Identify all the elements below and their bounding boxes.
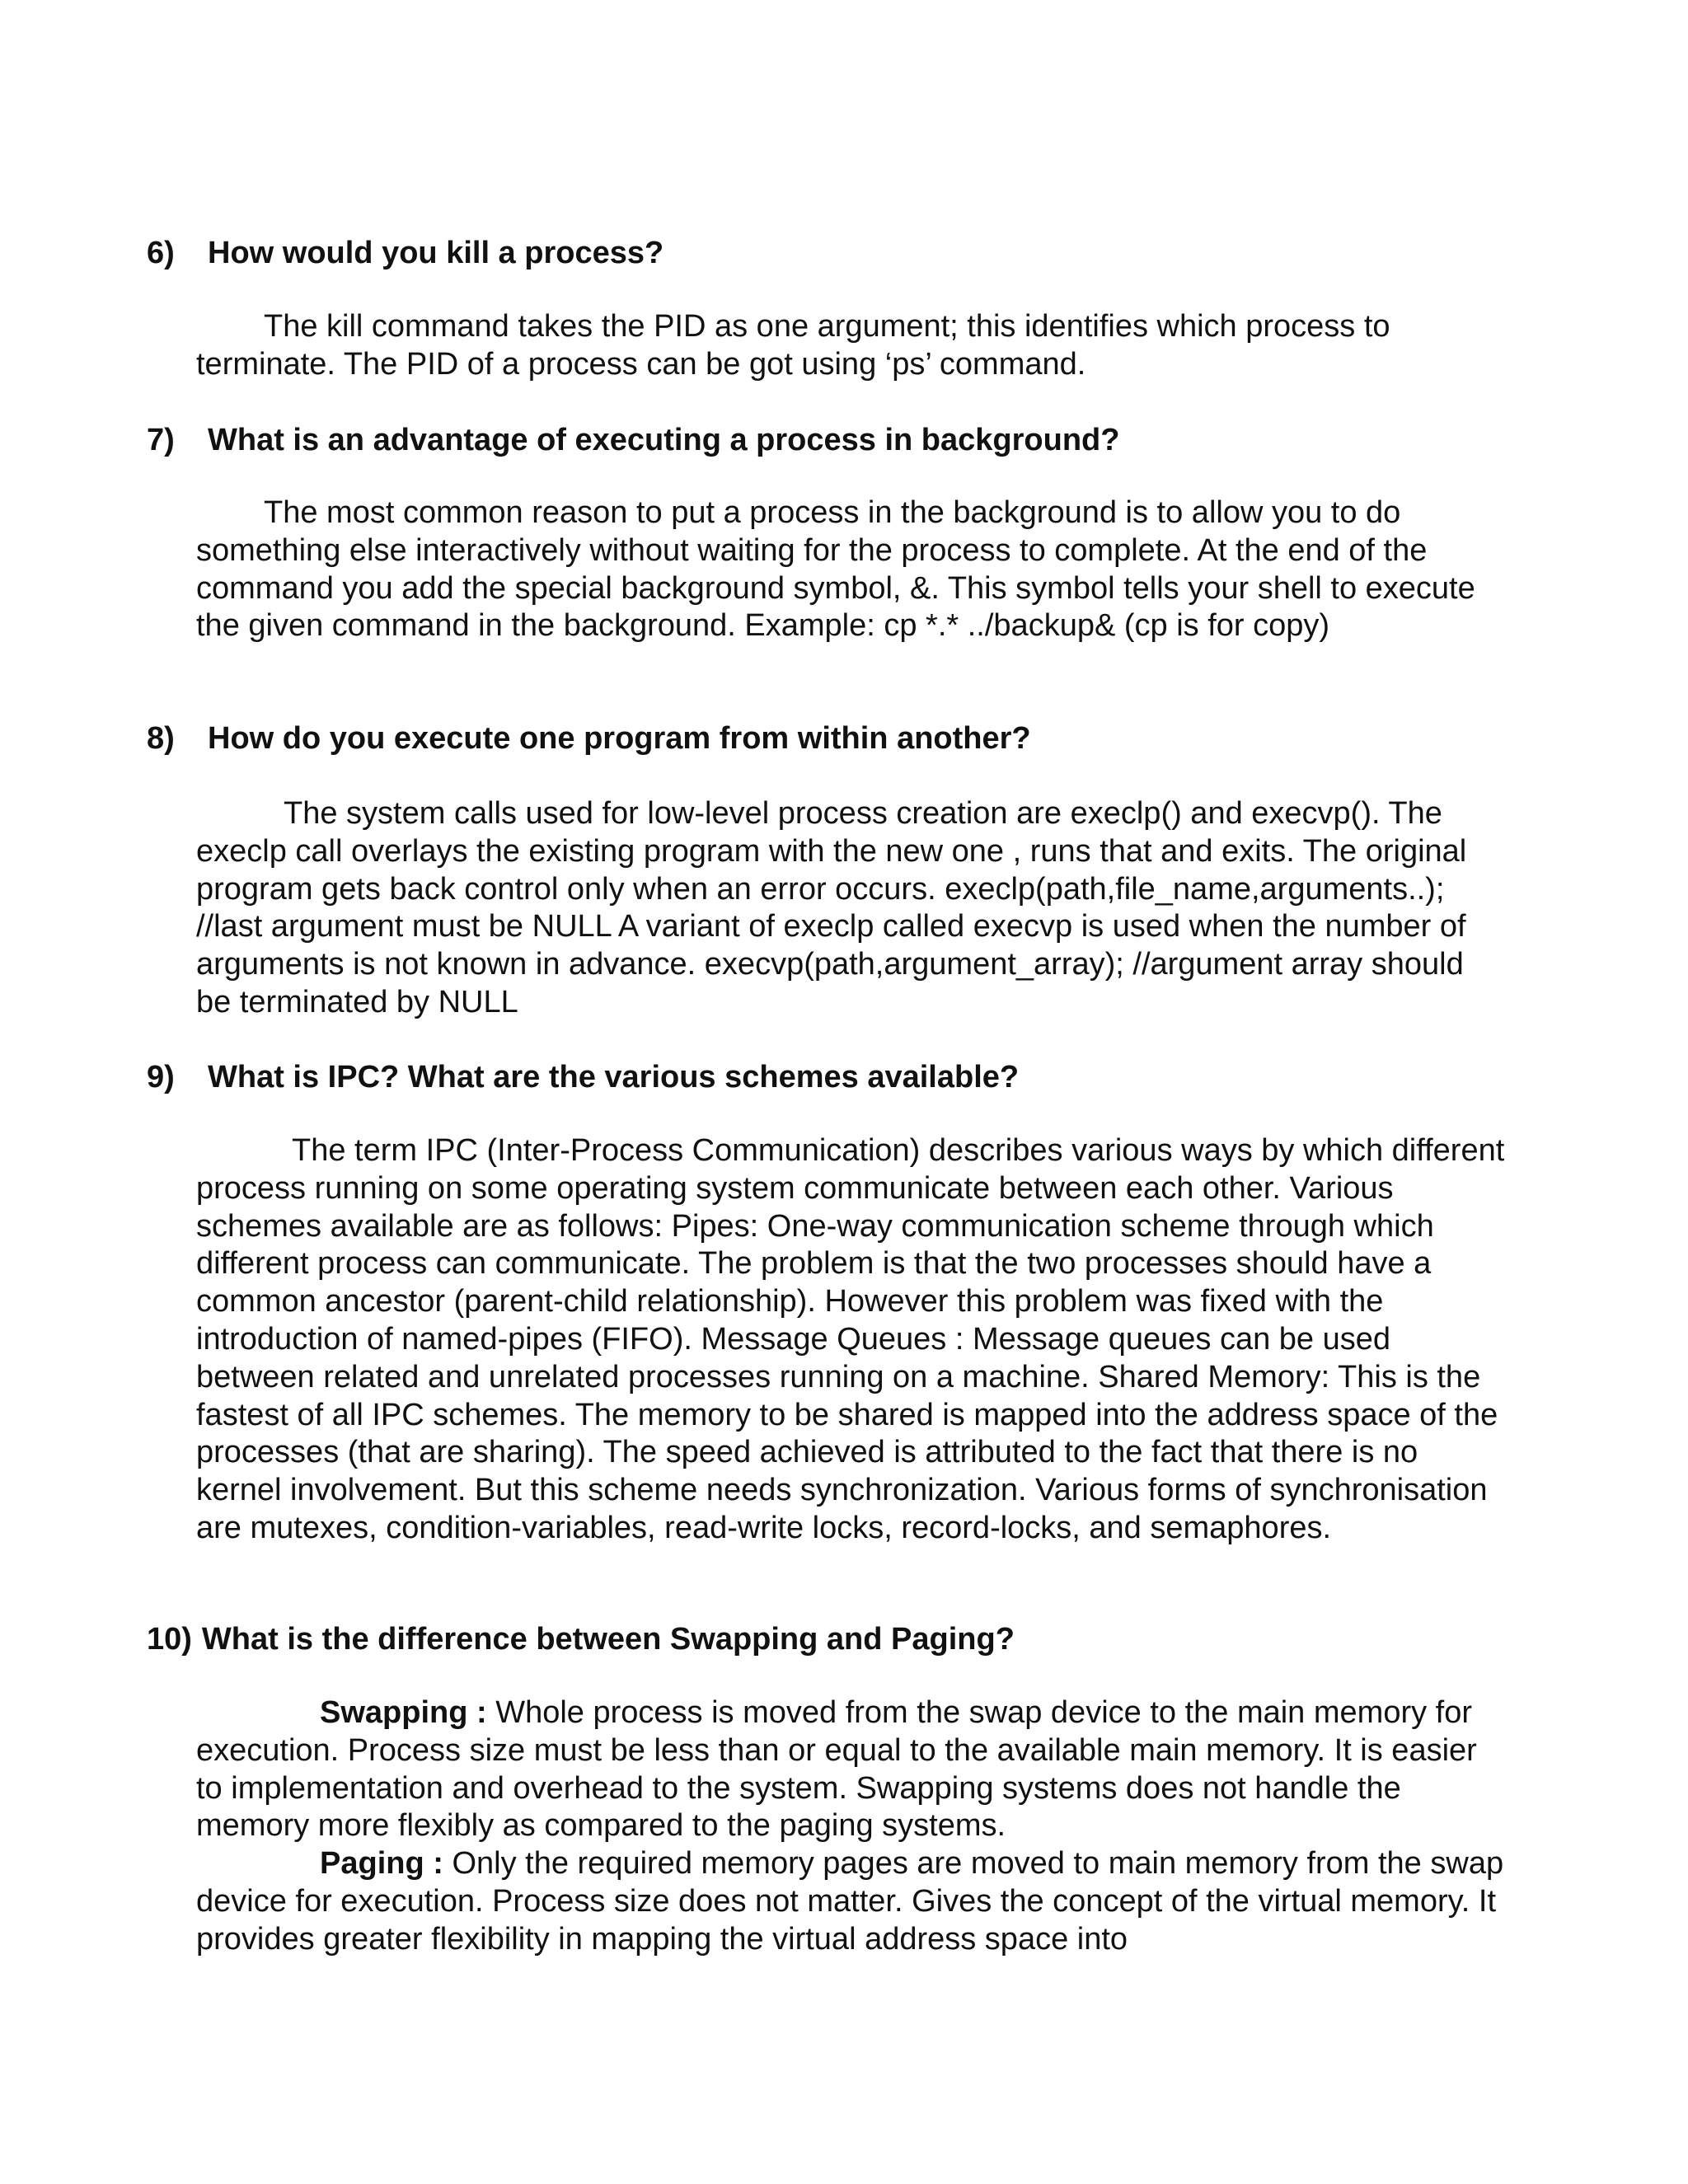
answer-paragraph: The term IPC (Inter-Process Communication) describes various ways by which different process running on some operating system communicate between each other. Various schemes available are as follows: Pipes: One-way communication scheme through which different process can communicate. The problem is that the two processes should have a common ancestor (parent-child relationship). However this problem was fixed with the introduction of named-pipes (FIFO). Message Queues : Message queues can be used between related and unrelated processes running on a machine. Shared Memory: This is the fastest of all IPC schemes. The memory to be shared is mapped into the address space of the processes (that are sharing). The speed achieved is attributed to the fact that there is no kernel involvement. But this scheme needs synchronization. Various forms of synchronisation are mutexes, condition-variables, read-write locks, record-locks, and semaphores. <box>196 1133 1505 1545</box>
question-title: How would you kill a process? <box>208 236 664 270</box>
question-9-heading <box>147 1058 1548 1096</box>
question-8-heading <box>147 719 1548 757</box>
question-number: 6) <box>147 236 175 270</box>
question-6-heading <box>147 234 1548 272</box>
paging-text: Only the required memory pages are moved to main memory from the swap device for execution. Process size does not matter. Gives the concept of the virtual memory. It provides greater flexibility in mapping the virtual address space into <box>196 1846 1504 1957</box>
answer-paragraph: The most common reason to put a process in the background is to allow you to do something else interactively without waiting for the process to complete. At the end of the command you add the special background symbol, &. This symbol tells your shell to execute the given command in the background. Example: cp *.* ../backup& (cp is for copy) <box>196 495 1475 644</box>
question-number: 8) <box>147 721 175 756</box>
question-10-heading <box>147 1620 1548 1658</box>
answer-8 <box>196 795 1507 1022</box>
answer-7 <box>196 494 1507 645</box>
swapping-paragraph <box>196 1694 1507 1845</box>
swapping-term: Swapping : <box>320 1695 487 1730</box>
question-title: What is the difference between Swapping and Paging? <box>201 1622 1015 1657</box>
answer-paragraph: The kill command takes the PID as one argument; this identifies which process to terminate. The PID of a process can be got using ‘ps’ command. <box>196 309 1390 382</box>
swapping-text: Whole process is moved from the swap device to the main memory for execution. Process size must be less than or equal to the available main memory. It is easier to implementation and overhead to the system. Swapping systems does not handle the memory more flexibly as compared to the paging systems. <box>196 1695 1477 1844</box>
paging-term: Paging : <box>320 1846 443 1882</box>
answer-paragraph: The system calls used for low-level process creation are execlp() and execvp(). The execlp call overlays the existing program with the new one , runs that and exits. The original program gets back control only when an error occurs. execlp(path,file_name,arguments..); //last argument must be NULL A variant of execlp called execvp is used when the number of arguments is not known in advance. execvp(path,argument_array); //argument array should be terminated by NULL <box>196 796 1467 1019</box>
paging-paragraph <box>196 1845 1507 1958</box>
question-7-heading <box>147 421 1548 459</box>
question-number: 9) <box>147 1060 175 1094</box>
answer-10 <box>196 1694 1507 1959</box>
question-title: How do you execute one program from within another? <box>208 721 1031 756</box>
answer-6 <box>196 308 1507 384</box>
question-title: What is an advantage of executing a process in background? <box>208 423 1120 457</box>
answer-9 <box>196 1132 1507 1548</box>
question-title: What is IPC? What are the various schemes available? <box>208 1060 1020 1094</box>
question-number: 7) <box>147 423 175 457</box>
question-number: 10) <box>147 1622 192 1657</box>
